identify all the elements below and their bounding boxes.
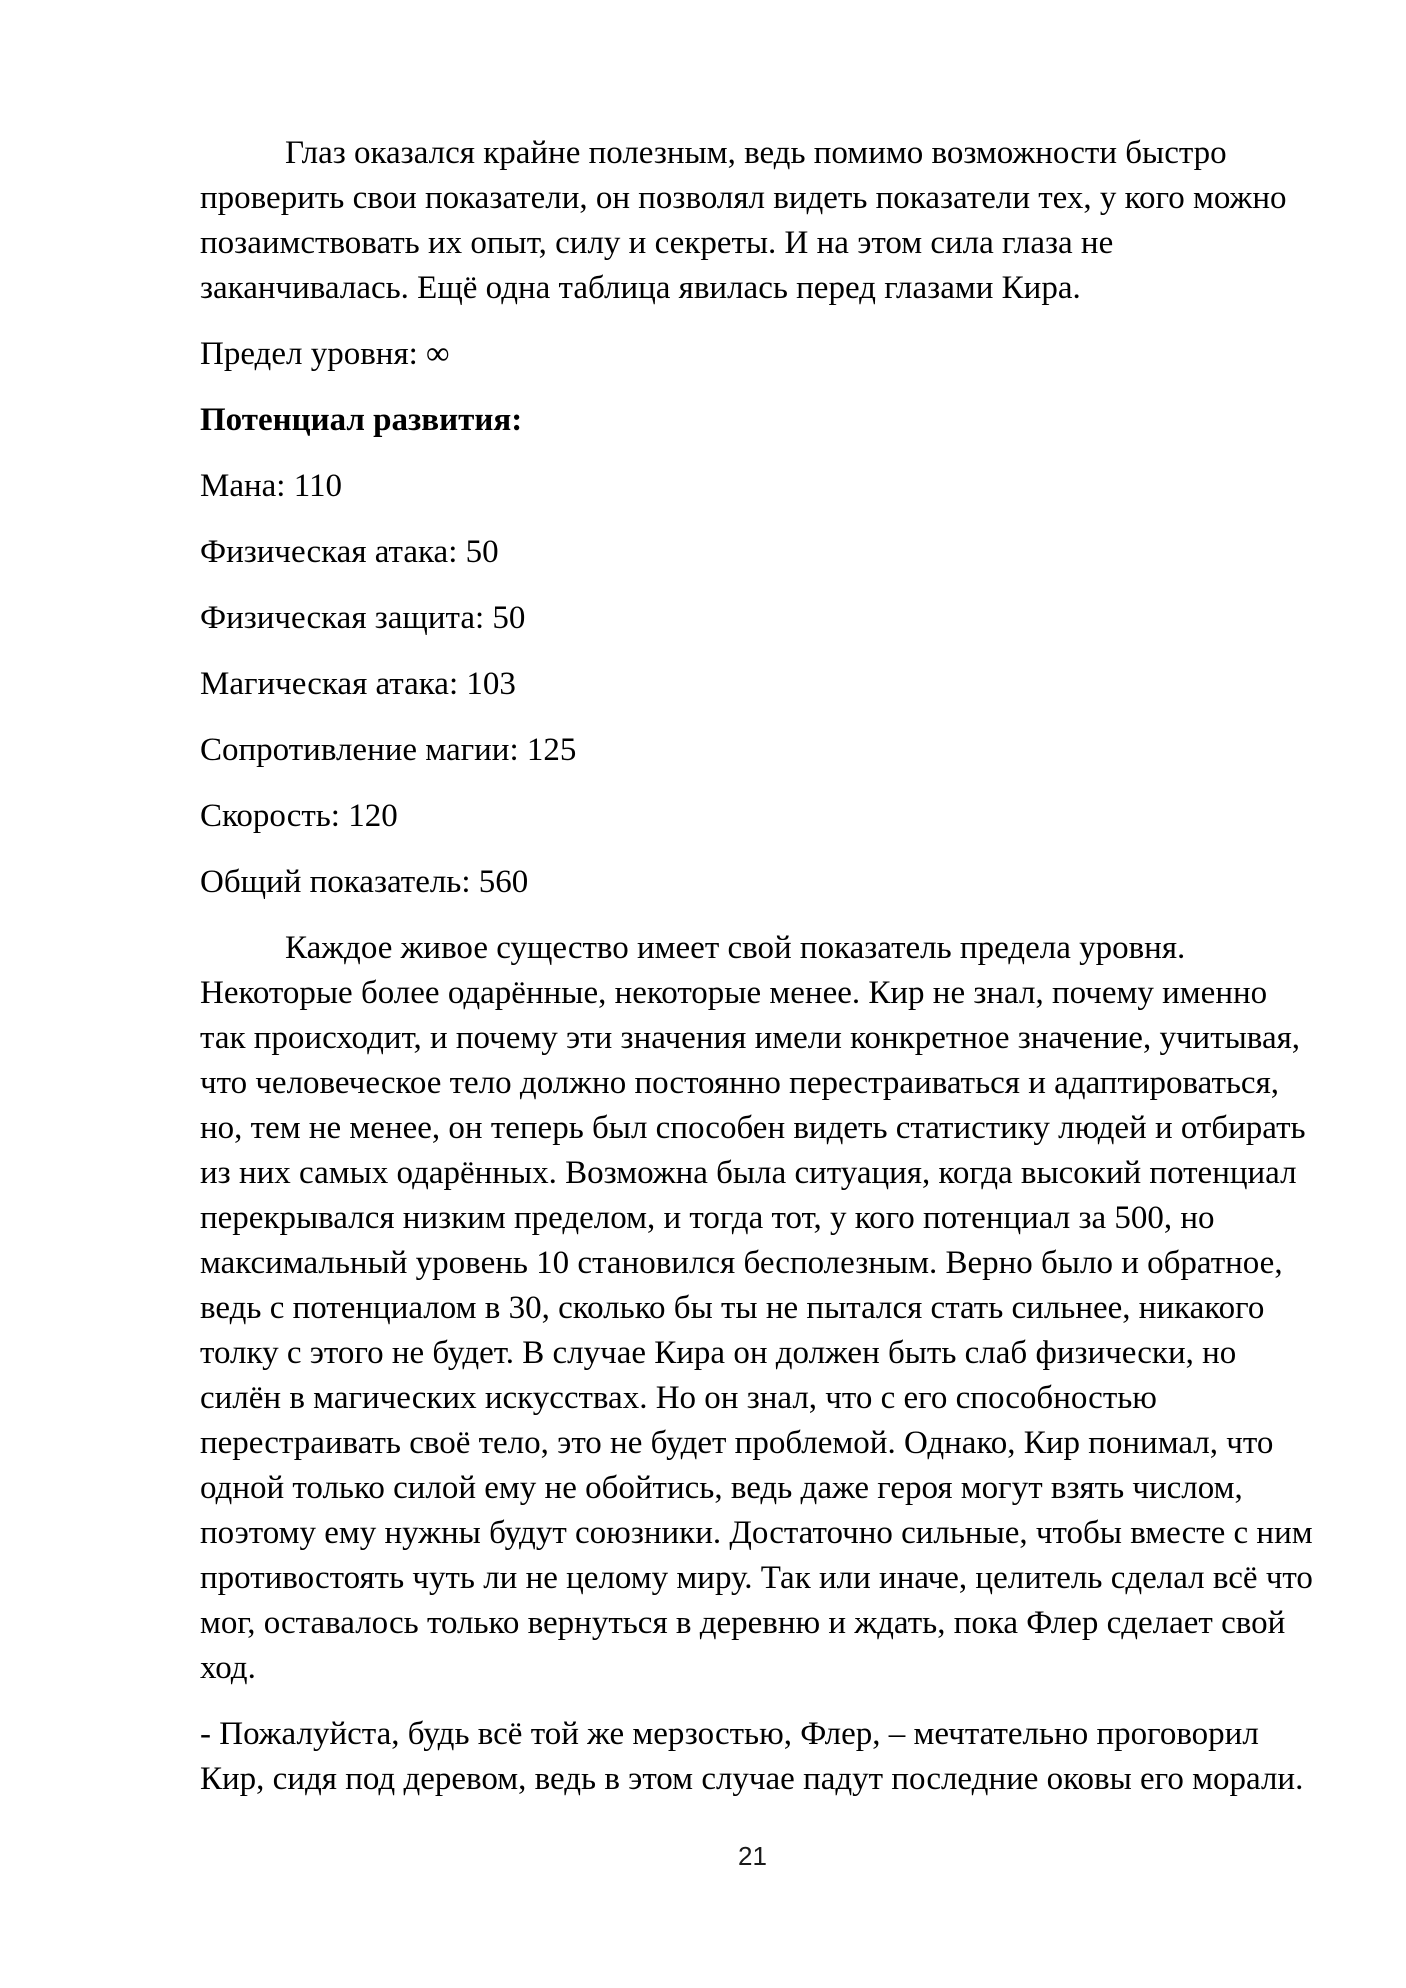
stat-physical-attack: Физическая атака: 50	[200, 534, 499, 570]
paragraph-intro: Глаз оказался крайне полезным, ведь помимо возможности быстро проверить свои показатели, он позволял видеть показатели тех, у кого можно позаимствовать их опыт, силу и секреты. И на этом сила глаза не заканчивалась. Ещё одна таблица явилась перед глазами Кира.	[200, 135, 1287, 306]
stats-heading: Потенциал развития:	[200, 402, 523, 438]
page-number: 21	[738, 1841, 767, 1871]
stat-speed: Скорость: 120	[200, 798, 398, 834]
stat-magic-resistance: Сопротивление магии: 125	[200, 732, 577, 768]
stat-total: Общий показатель: 560	[200, 864, 529, 900]
paragraph-body: Каждое живое существо имеет свой показатель предела уровня. Некоторые более одарённые, некоторые менее. Кир не знал, почему именно так происходит, и почему эти значения имели конкретное значение, учитывая, что человеческое тело должно постоянно перестраиваться и адаптироваться, но, тем не менее, он теперь был способен видеть статистику людей и отбирать из них самых одарённых. Возможна была ситуация, когда высокий потенциал перекрывался низким пределом, и тогда тот, у кого потенциал за 500, но максимальный уровень 10 становился бесполезным. Верно было и обратное, ведь с потенциалом в 30, сколько бы ты не пытался стать сильнее, никакого толку с этого не будет. В случае Кира он должен быть слаб физически, но силён в магических искусствах. Но он знал, что с его способностью перестраивать своё тело, это не будет проблемой. Однако, Кир понимал, что одной только силой ему не обойтись, ведь даже героя могут взять числом, поэтому ему нужны будут союзники. Достаточно сильные, чтобы вместе с ним противостоять чуть ли не целому миру. Так или иначе, целитель сделал всё что мог, оставалось только вернуться в деревню и ждать, пока Флер сделает свой ход.	[200, 930, 1313, 1686]
paragraph-dialogue: - Пожалуйста, будь всё той же мерзостью, Флер, – мечтательно проговорил Кир, сидя под деревом, ведь в этом случае падут последние оковы его морали.	[200, 1716, 1304, 1797]
stat-physical-defense: Физическая защита: 50	[200, 600, 526, 636]
stat-level-limit: Предел уровня: ∞	[200, 336, 450, 372]
stat-mana: Мана: 110	[200, 468, 342, 504]
page-content	[200, 131, 1320, 1823]
stat-magic-attack: Магическая атака: 103	[200, 666, 516, 702]
